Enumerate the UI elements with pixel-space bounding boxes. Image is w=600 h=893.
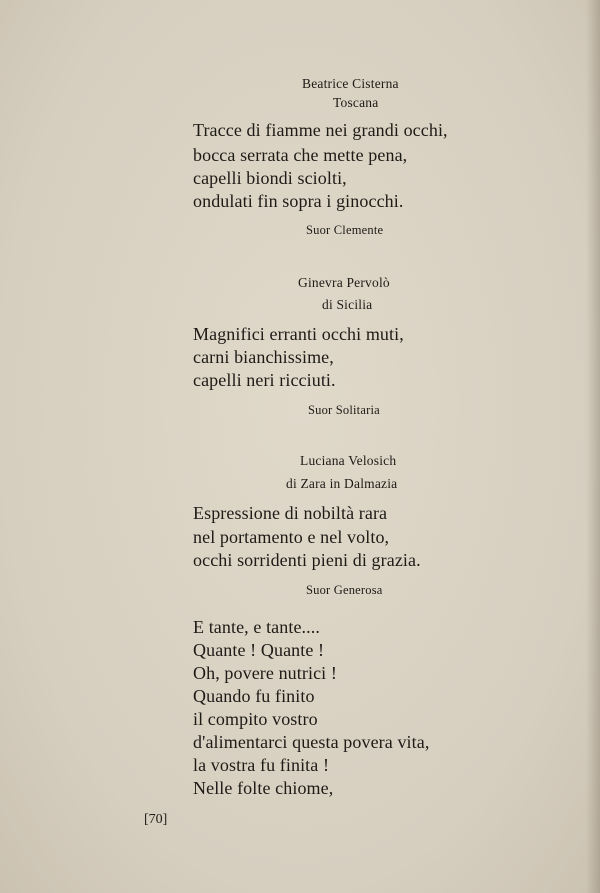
closing-line-6: d'alimentarci questa povera vita,	[193, 732, 430, 752]
closing-line-7: la vostra fu finita !	[193, 755, 330, 775]
page-number: [70]	[144, 812, 168, 827]
entry-2-line-2: carni bianchissime,	[193, 347, 334, 367]
entry-1-line-3: capelli biondi sciolti,	[193, 168, 347, 188]
closing-line-5: il compito vostro	[193, 709, 318, 729]
closing-line-8: Nelle folte chiome,	[193, 778, 334, 798]
entry-3-line-2: nel portamento e nel volto,	[193, 527, 390, 547]
entry-2-origin: di Sicilia	[322, 297, 373, 312]
closing-line-3: Oh, povere nutrici !	[193, 663, 337, 683]
closing-line-4: Quando fu finito	[193, 686, 315, 706]
entry-3-name: Luciana Velosich	[300, 453, 397, 468]
entry-1-name: Beatrice Cisterna	[302, 76, 399, 91]
closing-line-1: E tante, e tante....	[193, 617, 320, 637]
entry-3-signature: Suor Generosa	[306, 583, 383, 597]
entry-2-line-3: capelli neri ricciuti.	[193, 370, 336, 390]
entry-1-line-4: ondulati fin sopra i ginocchi.	[193, 191, 404, 211]
entry-1-line-2: bocca serrata che mette pena,	[193, 145, 408, 165]
page-edge-shadow	[586, 0, 600, 893]
entry-2-signature: Suor Solitaria	[308, 403, 380, 417]
entry-1-line-1: Tracce di fiamme nei grandi occhi,	[193, 120, 448, 140]
entry-3-line-3: occhi sorridenti pieni di grazia.	[193, 550, 421, 570]
closing-line-2: Quante ! Quante !	[193, 640, 325, 660]
entry-3-origin: di Zara in Dalmazia	[286, 476, 398, 491]
entry-3-line-1: Espressione di nobiltà rara	[193, 503, 388, 523]
entry-2-name: Ginevra Pervolò	[298, 275, 390, 290]
entry-1-origin: Toscana	[333, 95, 379, 110]
entry-2-line-1: Magnifici erranti occhi muti,	[193, 324, 404, 344]
entry-1-signature: Suor Clemente	[306, 223, 384, 237]
